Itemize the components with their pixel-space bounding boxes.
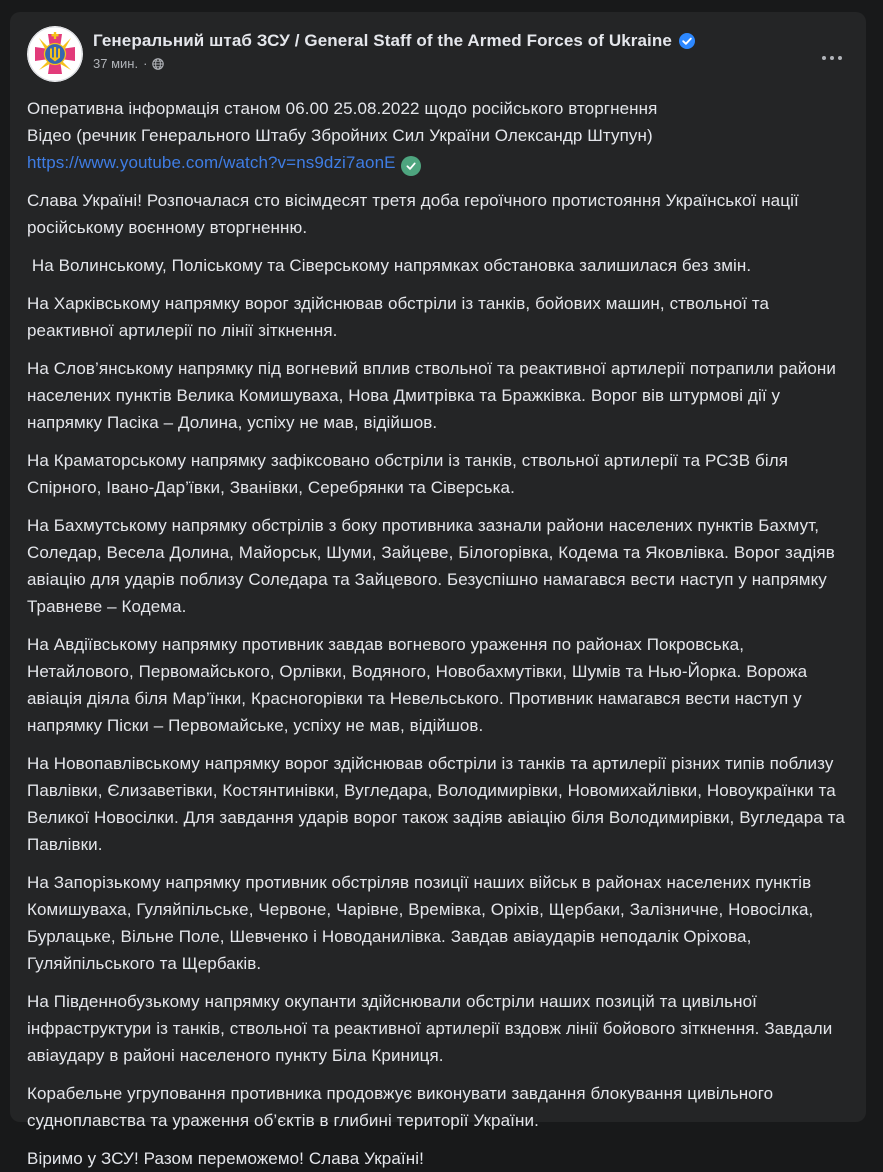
post-paragraph: Слава Україні! Розпочалася сто вісімдесят третя доба героїчного протистояння Української нації російському воєнному вторгненню. [27, 191, 804, 237]
post-card [10, 12, 866, 1168]
post-paragraph: На Слов’янському напрямку під вогневий вплив ствольної та реактивної артилерії потрапили райони населених пунктів Велика Комишуваха, Нова Дмитрівка та Бражківка. Ворог вів штурмові дії у напрямку Пасіка – Долина, успіху не мав, відійшов. [27, 359, 841, 432]
post-paragraph: На Новопавлівському напрямку ворог здійснював обстріли із танків та артилерії різних типів поблизу Павлівки, Єлизаветівки, Костянтинівки, Вугледара, Володимирівки, Новомихайлівки, Новоукраїнки та Великої Новосілки. Для завдання ударів ворог також задіяв авіацію біля Володимирівки, Вугледара та Павлівки. [27, 754, 850, 854]
timestamp[interactable]: 37 мин. [93, 56, 139, 71]
post-paragraph: На Бахмутському напрямку обстрілів з боку противника зазнали райони населених пунктів Бахмут, Соледар, Весела Долина, Майорськ, Шуми, Зайцеве, Білогорівка, Кодема та Яковлівка. Ворог задіяв авіацію для ударів поблизу Соледара та Зайцевого. Безуспішно намагався вести наступ у напрямку Травневе – Кодема. [27, 516, 840, 616]
youtube-link[interactable]: https://www.youtube.com/watch?v=ns9dzi7aonE [27, 153, 396, 172]
header-text [93, 26, 695, 71]
post-paragraph: На Волинському, Поліському та Сіверському напрямках обстановка залишилася без змін. [27, 256, 752, 275]
post-body [27, 95, 850, 1172]
post-paragraph: На Авдіївському напрямку противник завдав вогневого ураження по районах Покровська, Нетайлового, Первомайського, Орлівки, Водяного, Новобахмутівки, Шумів та Нью-Йорка. Ворожа авіація діяла біля Мар’їнки, Красногорівки та Невельського. Противник намагався вести наступ у напрямку Піски – Первомайське, успіху не мав, відійшов. [27, 635, 812, 735]
post-paragraph-intro [27, 95, 850, 176]
post-paragraph: На Харківському напрямку ворог здійснював обстріли із танків, бойових машин, ствольної та реактивної артилерії по лінії зіткнення. [27, 294, 774, 340]
meta-separator: · [143, 56, 148, 71]
post-paragraph: Віримо у ЗСУ! Разом переможемо! Слава Україні! [27, 1149, 424, 1168]
post-meta [93, 56, 695, 71]
verified-badge-icon [679, 33, 695, 49]
intro-line-2: Відео (речник Генерального Штабу Збройних Сил України Олександр Штупун) [27, 126, 653, 145]
post-paragraph: На Краматорському напрямку зафіксовано обстріли із танків, ствольної артилерії та РСЗВ біля Спірного, Івано-Дар’ївки, Званівки, Серебрянки та Сіверська. [27, 451, 793, 497]
post-paragraph: На Запорізькому напрямку противник обстріляв позиції наших військ в районах населених пунктів Комишуваха, Гуляйпільське, Червоне, Чарівне, Времівка, Оріхів, Щербаки, Залізничне, Новосілка, Бурлацьке, Вільне Поле, Шевченко і Новоданилівка. Завдав авіаударів неподалік Оріхова, Гуляйпільського та Щербаків. [27, 873, 819, 973]
page-avatar general-staff-emblem[interactable] [27, 26, 83, 82]
post-header [27, 26, 850, 82]
green-check-icon [401, 156, 421, 176]
globe-icon [152, 58, 164, 70]
more-options-icon[interactable] [818, 48, 846, 68]
post-paragraph: На Південнобузькому напрямку окупанти здійснювали обстріли наших позицій та цивільної інфраструктури із танків, ствольної та реактивної артилерії вздовж лінії бойового зіткнення. Завдали авіаудару в районі населеного пункту Біла Криниця. [27, 992, 838, 1065]
page-name-link[interactable] [93, 30, 695, 51]
intro-line-1: Оперативна інформація станом 06.00 25.08.2022 щодо російського вторгнення [27, 99, 658, 118]
post-paragraph: Корабельне угруповання противника продовжує виконувати завдання блокування цивільного судноплавства та ураження об’єктів в глибині території України. [27, 1084, 779, 1130]
page-name-label: Генеральний штаб ЗСУ / General Staff of the Armed Forces of Ukraine [93, 31, 672, 50]
